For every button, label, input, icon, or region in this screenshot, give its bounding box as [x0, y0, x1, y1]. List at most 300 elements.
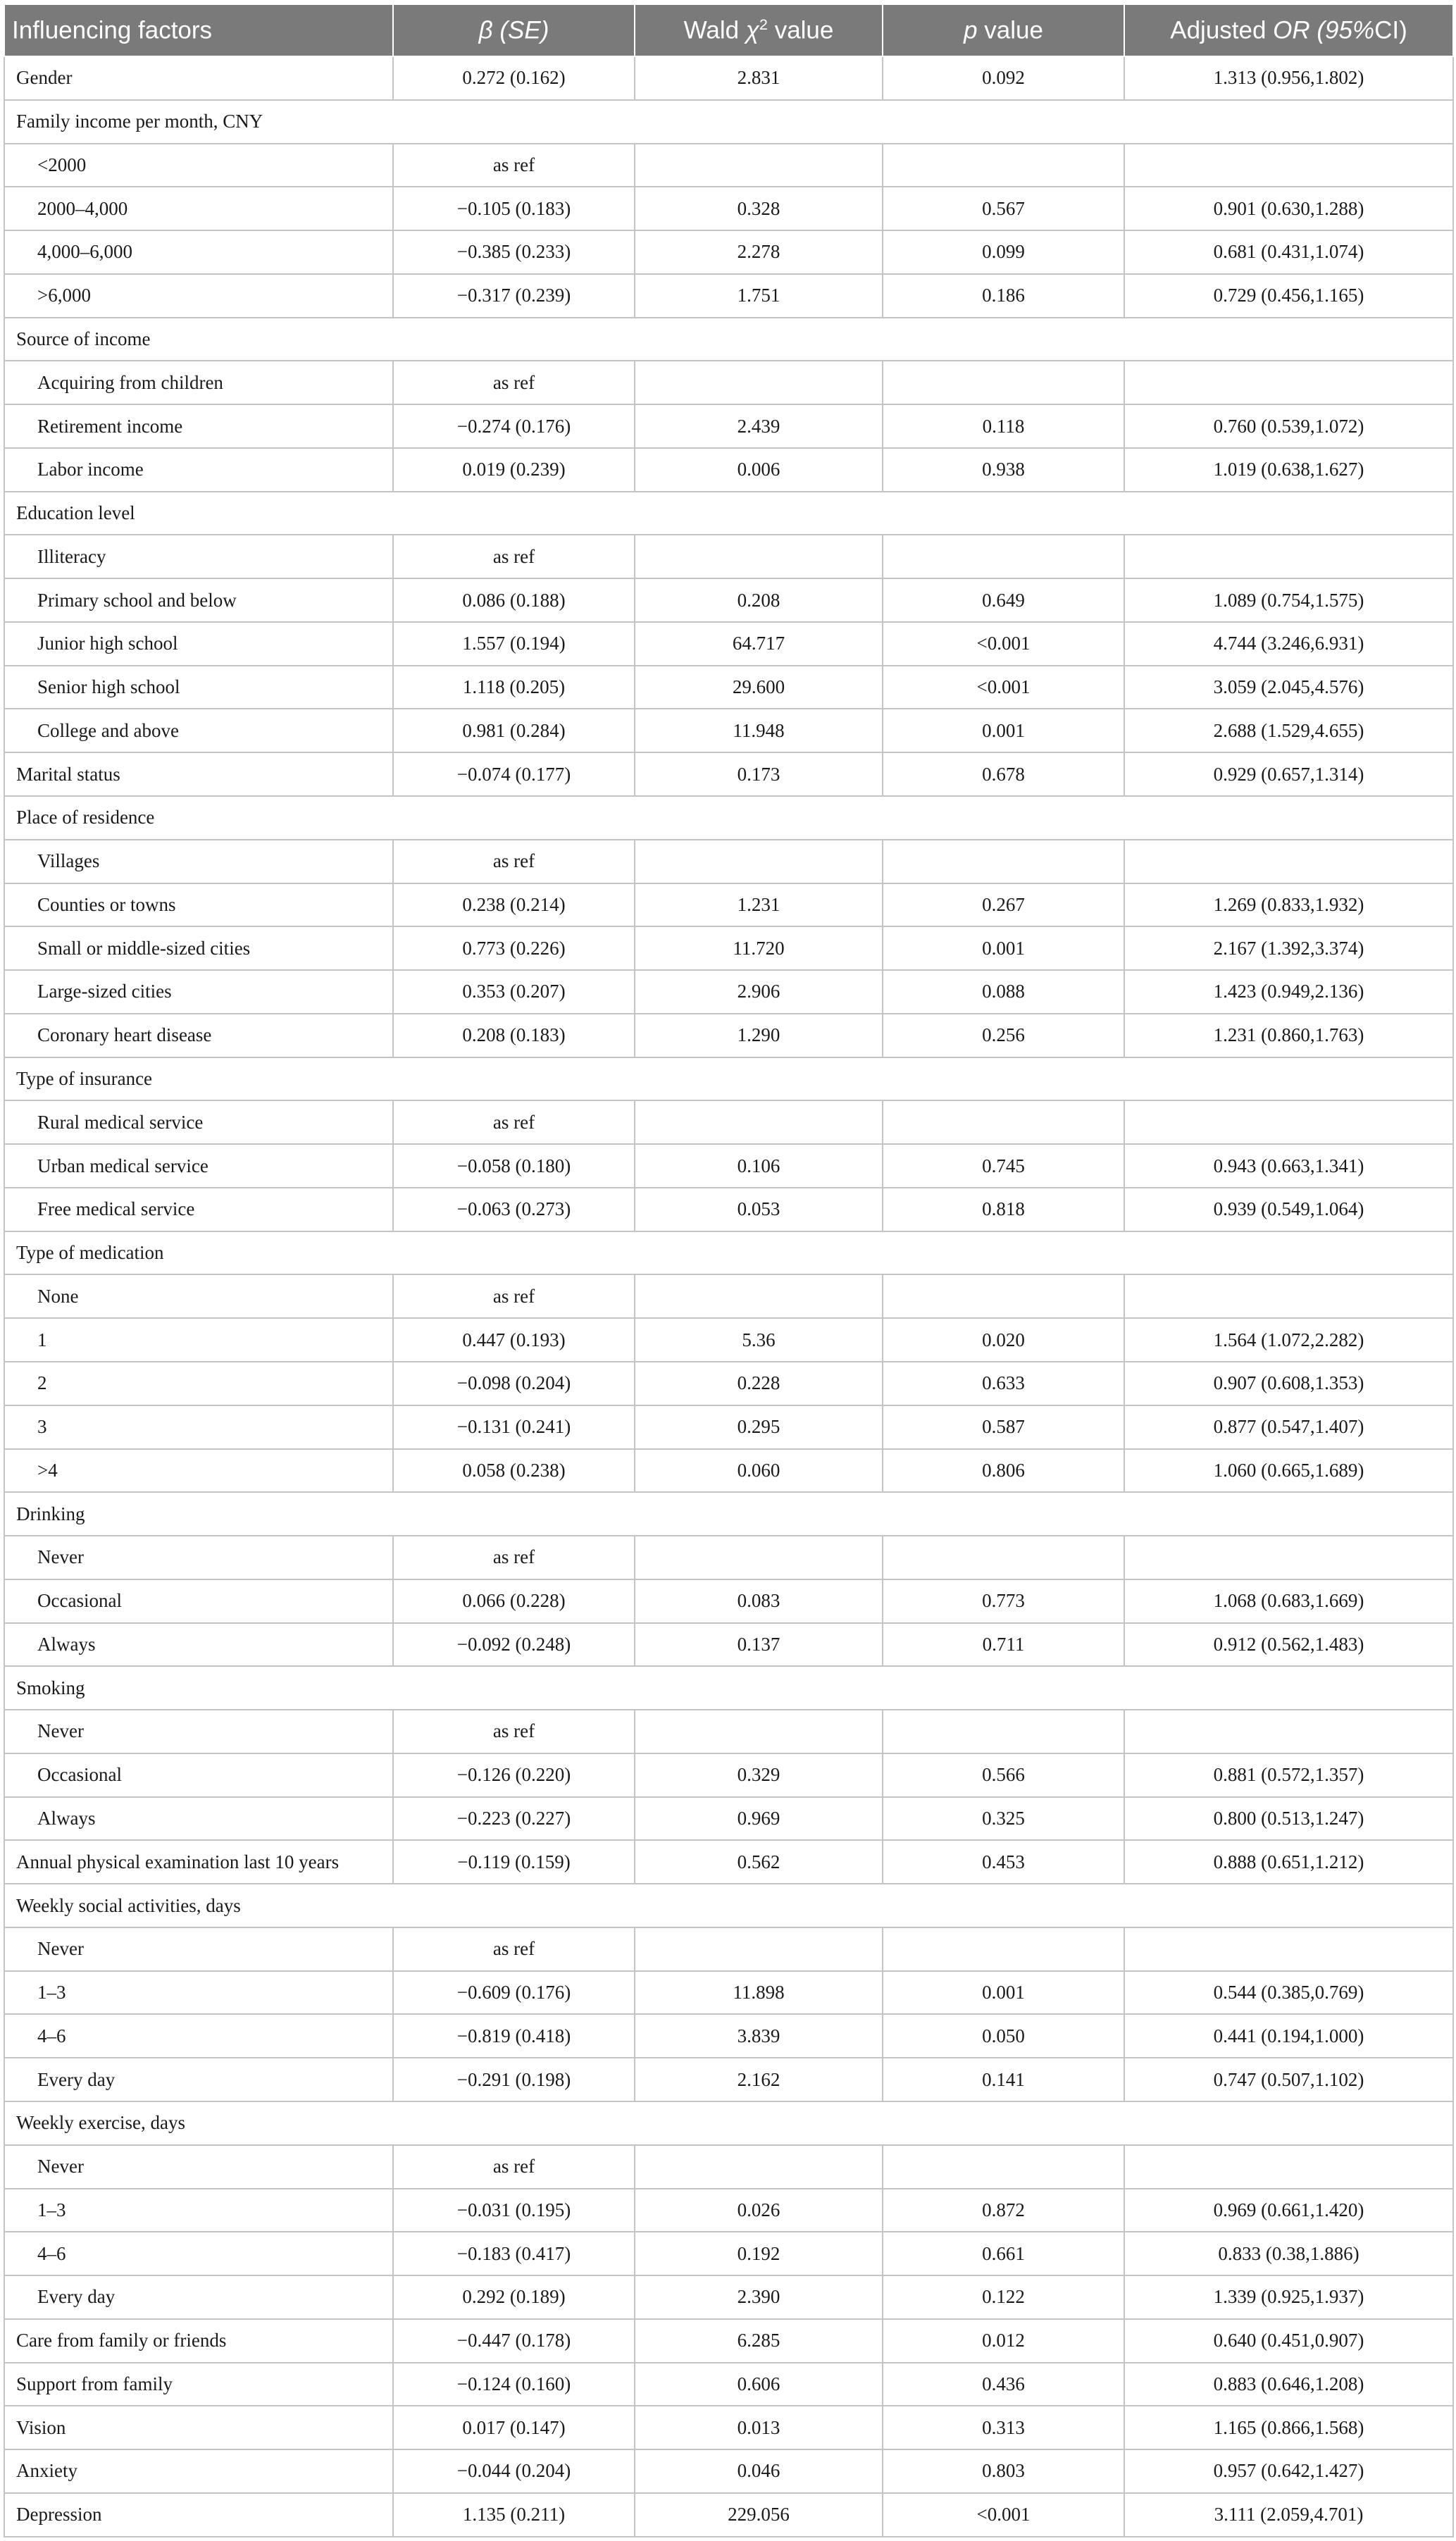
beta-cell: as ref — [393, 840, 635, 883]
beta-cell: 0.447 (0.193) — [393, 1318, 635, 1362]
or-cell: 0.833 (0.38,1.886) — [1124, 2232, 1453, 2275]
p-value-cell — [883, 144, 1124, 187]
table-row — [4, 622, 1453, 666]
table-row — [4, 1710, 1453, 1753]
table-row — [4, 2449, 1453, 2493]
factor-cell: Labor income — [4, 448, 393, 492]
section-label-cell: Place of residence — [4, 796, 1453, 840]
or-cell: 0.881 (0.572,1.357) — [1124, 1753, 1453, 1797]
wald-cell: 0.173 — [635, 752, 883, 796]
beta-cell: −0.098 (0.204) — [393, 1362, 635, 1405]
p-value-cell — [883, 1100, 1124, 1144]
table-section-row — [4, 1231, 1453, 1275]
table-row — [4, 144, 1453, 187]
factor-cell: Never — [4, 1536, 393, 1579]
factor-cell: Occasional — [4, 1579, 393, 1623]
p-value-cell: 0.938 — [883, 448, 1124, 492]
table-section-row — [4, 100, 1453, 144]
or-cell: 0.800 (0.513,1.247) — [1124, 1797, 1453, 1841]
beta-cell: −0.291 (0.198) — [393, 2058, 635, 2101]
or-cell: 1.269 (0.833,1.932) — [1124, 883, 1453, 927]
table-row — [4, 1623, 1453, 1667]
p-value-cell: 0.661 — [883, 2232, 1124, 2275]
wald-cell: 3.839 — [635, 2014, 883, 2058]
or-cell — [1124, 1927, 1453, 1971]
beta-cell: as ref — [393, 1536, 635, 1579]
p-value-cell: 0.020 — [883, 1318, 1124, 1362]
or-cell — [1124, 840, 1453, 883]
or-cell — [1124, 144, 1453, 187]
wald-cell: 229.056 — [635, 2493, 883, 2537]
or-cell — [1124, 1274, 1453, 1318]
wald-cell — [635, 1710, 883, 1753]
factor-cell: Primary school and below — [4, 578, 393, 622]
table-row — [4, 709, 1453, 752]
factor-cell: Every day — [4, 2275, 393, 2319]
or-cell: 0.640 (0.451,0.907) — [1124, 2319, 1453, 2363]
beta-cell: 1.135 (0.211) — [393, 2493, 635, 2537]
factor-cell: Coronary heart disease — [4, 1014, 393, 1057]
beta-cell: −0.183 (0.417) — [393, 2232, 635, 2275]
beta-cell: −0.031 (0.195) — [393, 2189, 635, 2232]
factor-cell: None — [4, 1274, 393, 1318]
p-value-cell: 0.256 — [883, 1014, 1124, 1057]
factor-cell: Senior high school — [4, 666, 393, 709]
or-cell: 0.760 (0.539,1.072) — [1124, 404, 1453, 448]
table-header — [4, 4, 1453, 56]
header-p-value: p value — [883, 4, 1124, 56]
table-row — [4, 448, 1453, 492]
beta-cell: as ref — [393, 1927, 635, 1971]
or-cell: 4.744 (3.246,6.931) — [1124, 622, 1453, 666]
wald-cell — [635, 535, 883, 578]
factor-cell: 4,000–6,000 — [4, 230, 393, 274]
beta-cell: −0.119 (0.159) — [393, 1840, 635, 1884]
p-value-cell: 0.566 — [883, 1753, 1124, 1797]
table-section-row — [4, 1492, 1453, 1536]
or-cell: 0.747 (0.507,1.102) — [1124, 2058, 1453, 2101]
beta-cell: −0.223 (0.227) — [393, 1797, 635, 1841]
wald-cell — [635, 1100, 883, 1144]
table-body — [4, 56, 1453, 2537]
or-cell: 0.883 (0.646,1.208) — [1124, 2363, 1453, 2406]
p-value-cell — [883, 840, 1124, 883]
p-value-cell: 0.313 — [883, 2406, 1124, 2449]
beta-cell: 0.238 (0.214) — [393, 883, 635, 927]
wald-cell: 0.013 — [635, 2406, 883, 2449]
section-label-cell: Type of medication — [4, 1231, 1453, 1275]
header-beta-se: β (SE) — [393, 4, 635, 56]
table-row — [4, 926, 1453, 970]
wald-cell: 11.720 — [635, 926, 883, 970]
factor-cell: 4–6 — [4, 2232, 393, 2275]
wald-cell: 0.192 — [635, 2232, 883, 2275]
table-row — [4, 56, 1453, 100]
table-row — [4, 1274, 1453, 1318]
or-cell: 0.912 (0.562,1.483) — [1124, 1623, 1453, 1667]
or-cell — [1124, 1536, 1453, 1579]
beta-cell: as ref — [393, 2145, 635, 2189]
or-cell: 2.167 (1.392,3.374) — [1124, 926, 1453, 970]
or-cell — [1124, 535, 1453, 578]
or-cell: 1.068 (0.683,1.669) — [1124, 1579, 1453, 1623]
or-cell: 2.688 (1.529,4.655) — [1124, 709, 1453, 752]
or-cell: 0.929 (0.657,1.314) — [1124, 752, 1453, 796]
table-row — [4, 840, 1453, 883]
p-value-cell: 0.141 — [883, 2058, 1124, 2101]
p-value-cell: 0.099 — [883, 230, 1124, 274]
p-value-cell: 0.803 — [883, 2449, 1124, 2493]
section-label-cell: Smoking — [4, 1666, 1453, 1710]
wald-cell: 0.329 — [635, 1753, 883, 1797]
beta-cell: −0.609 (0.176) — [393, 1971, 635, 2015]
factor-cell: 4–6 — [4, 2014, 393, 2058]
beta-cell: as ref — [393, 1274, 635, 1318]
beta-cell: −0.044 (0.204) — [393, 2449, 635, 2493]
factor-cell: Never — [4, 1927, 393, 1971]
p-value-cell: 0.806 — [883, 1449, 1124, 1493]
p-value-cell — [883, 2145, 1124, 2189]
factor-cell: Urban medical service — [4, 1144, 393, 1188]
section-label-cell: Weekly social activities, days — [4, 1884, 1453, 1927]
or-cell: 0.969 (0.661,1.420) — [1124, 2189, 1453, 2232]
factor-cell: >4 — [4, 1449, 393, 1493]
beta-cell: 0.017 (0.147) — [393, 2406, 635, 2449]
wald-cell: 0.969 — [635, 1797, 883, 1841]
table-row — [4, 1318, 1453, 1362]
table-section-row — [4, 318, 1453, 361]
wald-cell: 0.328 — [635, 187, 883, 230]
factor-cell: 1 — [4, 1318, 393, 1362]
wald-cell: 1.290 — [635, 1014, 883, 1057]
factor-cell: <2000 — [4, 144, 393, 187]
or-cell: 0.943 (0.663,1.341) — [1124, 1144, 1453, 1188]
beta-cell: −0.105 (0.183) — [393, 187, 635, 230]
wald-cell: 64.717 — [635, 622, 883, 666]
table-row — [4, 2189, 1453, 2232]
factor-cell: Counties or towns — [4, 883, 393, 927]
table-row — [4, 752, 1453, 796]
or-cell: 0.957 (0.642,1.427) — [1124, 2449, 1453, 2493]
wald-cell — [635, 840, 883, 883]
table-row — [4, 1927, 1453, 1971]
beta-cell: as ref — [393, 361, 635, 404]
p-value-cell — [883, 1927, 1124, 1971]
wald-cell: 11.948 — [635, 709, 883, 752]
p-value-cell: 0.872 — [883, 2189, 1124, 2232]
table-row — [4, 2232, 1453, 2275]
p-value-cell: 0.587 — [883, 1405, 1124, 1449]
factor-cell: Every day — [4, 2058, 393, 2101]
wald-cell — [635, 1274, 883, 1318]
or-cell — [1124, 1100, 1453, 1144]
factor-cell: Never — [4, 1710, 393, 1753]
or-cell — [1124, 361, 1453, 404]
beta-cell: −0.274 (0.176) — [393, 404, 635, 448]
factor-cell: 1–3 — [4, 2189, 393, 2232]
or-cell: 0.681 (0.431,1.074) — [1124, 230, 1453, 274]
or-cell: 0.888 (0.651,1.212) — [1124, 1840, 1453, 1884]
wald-cell: 0.208 — [635, 578, 883, 622]
table-row — [4, 1840, 1453, 1884]
table-row — [4, 2058, 1453, 2101]
section-label-cell: Drinking — [4, 1492, 1453, 1536]
beta-cell: −0.074 (0.177) — [393, 752, 635, 796]
factor-cell: Annual physical examination last 10 years — [4, 1840, 393, 1884]
p-value-cell: 0.267 — [883, 883, 1124, 927]
wald-cell: 2.831 — [635, 56, 883, 100]
wald-cell: 29.600 — [635, 666, 883, 709]
beta-cell: as ref — [393, 1100, 635, 1144]
or-cell: 3.111 (2.059,4.701) — [1124, 2493, 1453, 2537]
table-row — [4, 883, 1453, 927]
beta-cell: 0.066 (0.228) — [393, 1579, 635, 1623]
table-section-row — [4, 796, 1453, 840]
or-cell: 1.089 (0.754,1.575) — [1124, 578, 1453, 622]
wald-cell: 1.231 — [635, 883, 883, 927]
table-section-row — [4, 2101, 1453, 2145]
p-value-cell: 0.678 — [883, 752, 1124, 796]
table-row — [4, 187, 1453, 230]
p-value-cell: 0.092 — [883, 56, 1124, 100]
or-cell — [1124, 1710, 1453, 1753]
table-row — [4, 2014, 1453, 2058]
p-value-cell: 0.436 — [883, 2363, 1124, 2406]
beta-cell: −0.126 (0.220) — [393, 1753, 635, 1797]
table-row — [4, 970, 1453, 1014]
regression-table — [4, 4, 1454, 2537]
or-cell: 1.423 (0.949,2.136) — [1124, 970, 1453, 1014]
beta-cell: 0.058 (0.238) — [393, 1449, 635, 1493]
table-row — [4, 404, 1453, 448]
beta-cell: 0.086 (0.188) — [393, 578, 635, 622]
or-cell: 0.729 (0.456,1.165) — [1124, 274, 1453, 318]
p-value-cell: <0.001 — [883, 666, 1124, 709]
p-value-cell: 0.122 — [883, 2275, 1124, 2319]
beta-cell: −0.092 (0.248) — [393, 1623, 635, 1667]
header-wald-value: Wald $\chi^2$ value — [635, 4, 883, 56]
p-value-cell: 0.567 — [883, 187, 1124, 230]
or-cell: 3.059 (2.045,4.576) — [1124, 666, 1453, 709]
wald-cell — [635, 361, 883, 404]
p-value-cell — [883, 535, 1124, 578]
p-value-cell: 0.001 — [883, 1971, 1124, 2015]
p-value-cell: 0.773 — [883, 1579, 1124, 1623]
or-cell: 1.231 (0.860,1.763) — [1124, 1014, 1453, 1057]
header-row — [4, 4, 1453, 56]
factor-cell: Care from family or friends — [4, 2319, 393, 2363]
beta-cell: as ref — [393, 144, 635, 187]
factor-cell: Vision — [4, 2406, 393, 2449]
p-value-cell: 0.633 — [883, 1362, 1124, 1405]
wald-cell — [635, 2145, 883, 2189]
or-cell: 1.564 (1.072,2.282) — [1124, 1318, 1453, 1362]
table-section-row — [4, 1884, 1453, 1927]
or-cell: 1.019 (0.638,1.627) — [1124, 448, 1453, 492]
table-row — [4, 1188, 1453, 1231]
table-row — [4, 1100, 1453, 1144]
wald-cell: 5.36 — [635, 1318, 883, 1362]
table-section-row — [4, 1057, 1453, 1101]
beta-cell: −0.385 (0.233) — [393, 230, 635, 274]
factor-cell: 1–3 — [4, 1971, 393, 2015]
table-row — [4, 535, 1453, 578]
p-value-cell: 0.745 — [883, 1144, 1124, 1188]
header-adjusted-or: Adjusted OR (95%CI) — [1124, 4, 1453, 56]
beta-cell: −0.317 (0.239) — [393, 274, 635, 318]
wald-cell: 0.083 — [635, 1579, 883, 1623]
p-value-cell: 0.818 — [883, 1188, 1124, 1231]
factor-cell: Villages — [4, 840, 393, 883]
factor-cell: Marital status — [4, 752, 393, 796]
wald-cell: 0.026 — [635, 2189, 883, 2232]
wald-cell: 0.053 — [635, 1188, 883, 1231]
factor-cell: Gender — [4, 56, 393, 100]
table-row — [4, 1797, 1453, 1841]
wald-cell: 2.278 — [635, 230, 883, 274]
beta-cell: −0.124 (0.160) — [393, 2363, 635, 2406]
beta-cell: 0.019 (0.239) — [393, 448, 635, 492]
table-row — [4, 1405, 1453, 1449]
beta-cell: as ref — [393, 535, 635, 578]
beta-cell: 1.557 (0.194) — [393, 622, 635, 666]
p-value-cell: 0.050 — [883, 2014, 1124, 2058]
or-cell: 1.060 (0.665,1.689) — [1124, 1449, 1453, 1493]
wald-cell: 1.751 — [635, 274, 883, 318]
beta-cell: 0.353 (0.207) — [393, 970, 635, 1014]
wald-cell: 11.898 — [635, 1971, 883, 2015]
table-row — [4, 2319, 1453, 2363]
table-row — [4, 1579, 1453, 1623]
p-value-cell — [883, 1536, 1124, 1579]
or-cell: 0.901 (0.630,1.288) — [1124, 187, 1453, 230]
p-value-cell: <0.001 — [883, 622, 1124, 666]
wald-cell — [635, 1536, 883, 1579]
p-value-cell: <0.001 — [883, 2493, 1124, 2537]
section-label-cell: Family income per month, CNY — [4, 100, 1453, 144]
p-value-cell: 0.325 — [883, 1797, 1124, 1841]
section-label-cell: Type of insurance — [4, 1057, 1453, 1101]
factor-cell: College and above — [4, 709, 393, 752]
wald-cell: 0.046 — [635, 2449, 883, 2493]
p-value-cell — [883, 361, 1124, 404]
factor-cell: Anxiety — [4, 2449, 393, 2493]
factor-cell: Retirement income — [4, 404, 393, 448]
factor-cell: Rural medical service — [4, 1100, 393, 1144]
or-cell: 0.877 (0.547,1.407) — [1124, 1405, 1453, 1449]
wald-cell: 0.106 — [635, 1144, 883, 1188]
wald-cell — [635, 1927, 883, 1971]
beta-cell: 0.208 (0.183) — [393, 1014, 635, 1057]
or-cell — [1124, 2145, 1453, 2189]
factor-cell: Always — [4, 1623, 393, 1667]
or-cell: 1.313 (0.956,1.802) — [1124, 56, 1453, 100]
table-row — [4, 666, 1453, 709]
factor-cell: Depression — [4, 2493, 393, 2537]
or-cell: 0.939 (0.549,1.064) — [1124, 1188, 1453, 1231]
factor-cell: Small or middle-sized cities — [4, 926, 393, 970]
table-row — [4, 1971, 1453, 2015]
section-label-cell: Education level — [4, 492, 1453, 535]
wald-cell: 6.285 — [635, 2319, 883, 2363]
table-row — [4, 2406, 1453, 2449]
factor-cell: Illiteracy — [4, 535, 393, 578]
beta-cell: 0.773 (0.226) — [393, 926, 635, 970]
table-row — [4, 2493, 1453, 2537]
wald-cell: 0.295 — [635, 1405, 883, 1449]
or-cell: 1.165 (0.866,1.568) — [1124, 2406, 1453, 2449]
or-cell: 0.441 (0.194,1.000) — [1124, 2014, 1453, 2058]
beta-cell: −0.058 (0.180) — [393, 1144, 635, 1188]
p-value-cell: 0.711 — [883, 1623, 1124, 1667]
p-value-cell: 0.001 — [883, 709, 1124, 752]
beta-cell: 0.981 (0.284) — [393, 709, 635, 752]
factor-cell: Large-sized cities — [4, 970, 393, 1014]
factor-cell: Acquiring from children — [4, 361, 393, 404]
table-row — [4, 274, 1453, 318]
beta-cell: −0.131 (0.241) — [393, 1405, 635, 1449]
table-section-row — [4, 1666, 1453, 1710]
wald-cell — [635, 144, 883, 187]
table-row — [4, 2145, 1453, 2189]
factor-cell: Free medical service — [4, 1188, 393, 1231]
factor-cell: Always — [4, 1797, 393, 1841]
factor-cell: 3 — [4, 1405, 393, 1449]
wald-cell: 2.390 — [635, 2275, 883, 2319]
factor-cell: Support from family — [4, 2363, 393, 2406]
or-cell: 1.339 (0.925,1.937) — [1124, 2275, 1453, 2319]
p-value-cell: 0.088 — [883, 970, 1124, 1014]
p-value-cell: 0.012 — [883, 2319, 1124, 2363]
wald-cell: 0.006 — [635, 448, 883, 492]
beta-cell: −0.063 (0.273) — [393, 1188, 635, 1231]
p-value-cell: 0.649 — [883, 578, 1124, 622]
header-influencing-factors: Influencing factors — [4, 4, 393, 56]
wald-cell: 0.060 — [635, 1449, 883, 1493]
wald-cell: 2.439 — [635, 404, 883, 448]
or-cell: 0.907 (0.608,1.353) — [1124, 1362, 1453, 1405]
factor-cell: 2 — [4, 1362, 393, 1405]
section-label-cell: Source of income — [4, 318, 1453, 361]
wald-cell: 0.606 — [635, 2363, 883, 2406]
table-row — [4, 361, 1453, 404]
table-row — [4, 1362, 1453, 1405]
table-row — [4, 578, 1453, 622]
factor-cell: Junior high school — [4, 622, 393, 666]
table-row — [4, 2363, 1453, 2406]
wald-cell: 2.906 — [635, 970, 883, 1014]
wald-cell: 2.162 — [635, 2058, 883, 2101]
p-value-cell: 0.001 — [883, 926, 1124, 970]
table-row — [4, 1753, 1453, 1797]
factor-cell: Never — [4, 2145, 393, 2189]
p-value-cell — [883, 1710, 1124, 1753]
table-section-row — [4, 492, 1453, 535]
p-value-cell: 0.118 — [883, 404, 1124, 448]
factor-cell: >6,000 — [4, 274, 393, 318]
beta-cell: −0.447 (0.178) — [393, 2319, 635, 2363]
beta-cell: 0.292 (0.189) — [393, 2275, 635, 2319]
beta-cell: 0.272 (0.162) — [393, 56, 635, 100]
wald-cell: 0.137 — [635, 1623, 883, 1667]
table-row — [4, 1449, 1453, 1493]
p-value-cell: 0.186 — [883, 274, 1124, 318]
table-row — [4, 230, 1453, 274]
table-row — [4, 1536, 1453, 1579]
p-value-cell — [883, 1274, 1124, 1318]
beta-cell: as ref — [393, 1710, 635, 1753]
factor-cell: 2000–4,000 — [4, 187, 393, 230]
